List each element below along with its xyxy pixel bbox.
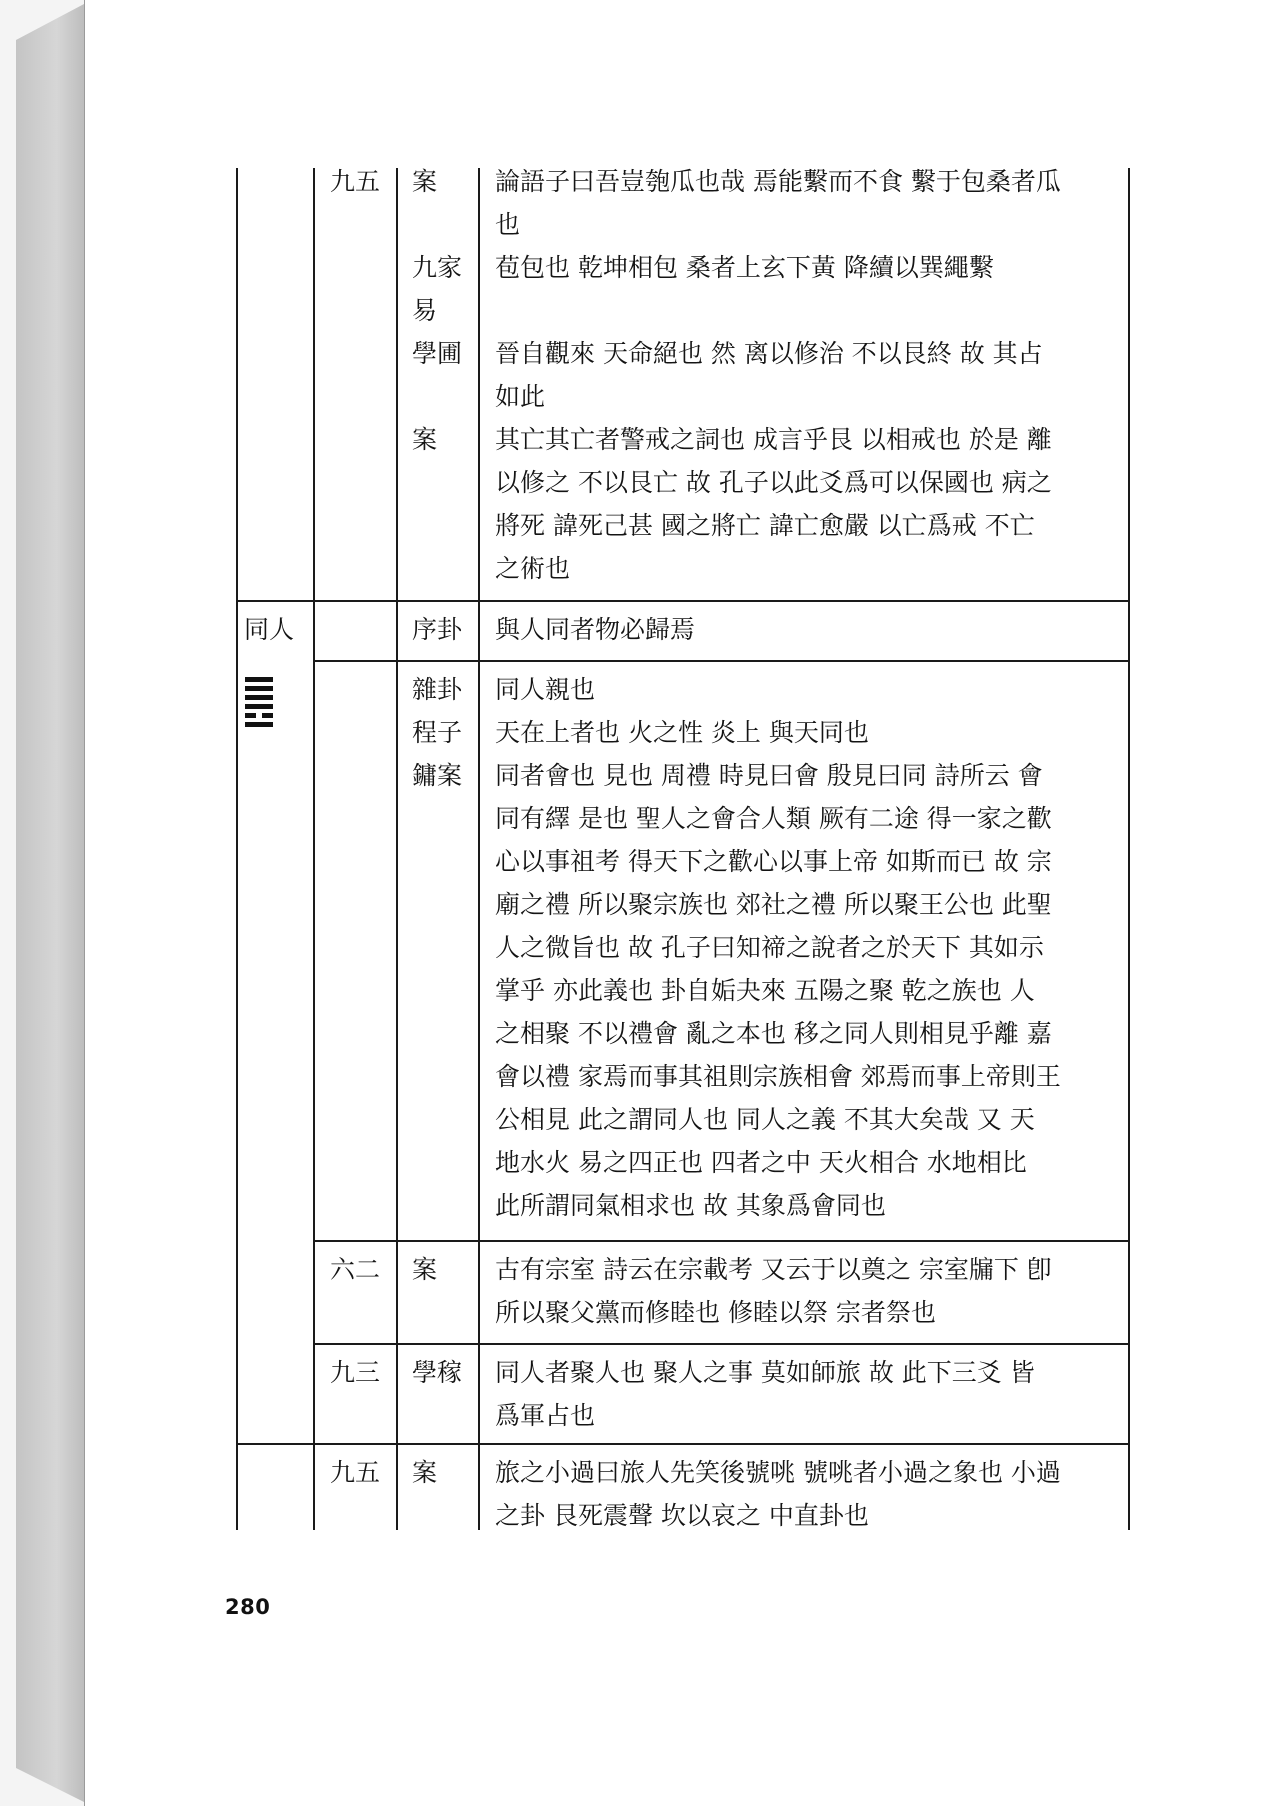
text-line: 旅之小過曰旅人先笑後號咷 號咷者小過之象也 小過 <box>495 1458 1061 1487</box>
text-line: 同有繹 是也 聖人之會合人類 厥有二途 得一家之歡 <box>495 804 1052 833</box>
text-line: 同人親也 <box>495 675 596 704</box>
text-line: 將死 諱死己甚 國之將亡 諱亡愈嚴 以亡爲戒 不亡 <box>495 511 1035 540</box>
text-line: 晉自觀來 天命絕也 然 离以修治 不以艮終 故 其占 <box>495 339 1043 368</box>
source-label: 學稼 <box>412 1358 463 1387</box>
source-label: 雜卦 <box>412 675 463 704</box>
text-line: 苞包也 乾坤相包 桑者上玄下黃 降續以巽繩繫 <box>495 253 994 282</box>
text-line: 會以禮 家焉而事其祖則宗族相會 郊焉而事上帝則王 <box>495 1062 1061 1091</box>
text-line: 其亡其亡者警戒之詞也 成言乎艮 以相戒也 於是 離 <box>495 425 1052 454</box>
line-label: 九三 <box>330 1358 381 1387</box>
hexagram-line-solid <box>245 722 273 727</box>
text-line: 地水火 易之四正也 四者之中 天火相合 水地相比 <box>495 1148 1027 1177</box>
line-label: 六二 <box>330 1255 381 1284</box>
source-label: 九家 <box>412 253 463 282</box>
rule <box>313 1343 1130 1345</box>
hexagram-line-solid <box>245 695 273 700</box>
rule <box>236 1443 1130 1445</box>
text-line: 廟之禮 所以聚宗族也 郊社之禮 所以聚王公也 此聖 <box>495 890 1052 919</box>
text-line: 同人者聚人也 聚人之事 莫如師旅 故 此下三爻 皆 <box>495 1358 1035 1387</box>
source-label: 鏞案 <box>412 761 463 790</box>
rule <box>236 600 1130 602</box>
line-label: 九五 <box>330 1458 381 1487</box>
rule <box>396 168 398 1530</box>
source-label: 易 <box>412 296 438 325</box>
page-number: 280 <box>225 1595 271 1619</box>
hexagram-line-solid <box>245 704 273 709</box>
hexagram-line-solid <box>245 677 273 682</box>
source-label: 序卦 <box>412 615 463 644</box>
text-line: 以修之 不以艮亡 故 孔子以此爻爲可以保國也 病之 <box>495 468 1052 497</box>
rule <box>313 660 1130 662</box>
source-label: 案 <box>412 167 438 196</box>
rule <box>313 1240 1130 1242</box>
text-line: 之術也 <box>495 554 571 583</box>
text-line: 所以聚父黨而修睦也 修睦以祭 宗者祭也 <box>495 1298 936 1327</box>
line-label: 九五 <box>330 167 381 196</box>
source-label: 案 <box>412 425 438 454</box>
rule <box>1128 168 1130 1530</box>
text-line: 天在上者也 火之性 炎上 與天同也 <box>495 718 869 747</box>
hexagram-line-solid <box>245 686 273 691</box>
text-line: 同者會也 見也 周禮 時見曰會 殷見曰同 詩所云 會 <box>495 761 1043 790</box>
source-label: 學圃 <box>412 339 463 368</box>
text-line: 之相聚 不以禮會 亂之本也 移之同人則相見乎離 嘉 <box>495 1019 1052 1048</box>
source-label: 程子 <box>412 718 463 747</box>
text-line: 此所謂同氣相求也 故 其象爲會同也 <box>495 1191 886 1220</box>
text-line: 之卦 艮死震聲 坎以哀之 中直卦也 <box>495 1501 869 1530</box>
text-line: 如此 <box>495 382 546 411</box>
text-line: 論語子曰吾豈匏瓜也哉 焉能繫而不食 繫于包桑者瓜 <box>495 167 1061 196</box>
text-line: 與人同者物必歸焉 <box>495 615 696 644</box>
book-spine <box>16 4 84 1802</box>
text-line: 人之微旨也 故 孔子曰知禘之說者之於天下 其如示 <box>495 933 1044 962</box>
hexagram-line-broken <box>245 713 273 718</box>
text-line: 公相見 此之謂同人也 同人之義 不其大矣哉 又 天 <box>495 1105 1035 1134</box>
text-line: 古有宗室 詩云在宗載考 又云于以奠之 宗室牖下 卽 <box>495 1255 1052 1284</box>
text-line: 掌乎 亦此義也 卦自姤夬來 五陽之聚 乾之族也 人 <box>495 976 1035 1005</box>
text-line: 心以事祖考 得天下之歡心以事上帝 如斯而已 故 宗 <box>495 847 1052 876</box>
rule <box>236 168 238 1530</box>
source-label: 案 <box>412 1458 438 1487</box>
source-label: 案 <box>412 1255 438 1284</box>
rule <box>478 168 480 1530</box>
hexagram-tongren-icon <box>245 677 273 731</box>
rule <box>313 168 315 1530</box>
text-line: 爲軍占也 <box>495 1401 596 1430</box>
text-line: 也 <box>495 210 521 239</box>
hexagram-name: 同人 <box>244 615 295 644</box>
